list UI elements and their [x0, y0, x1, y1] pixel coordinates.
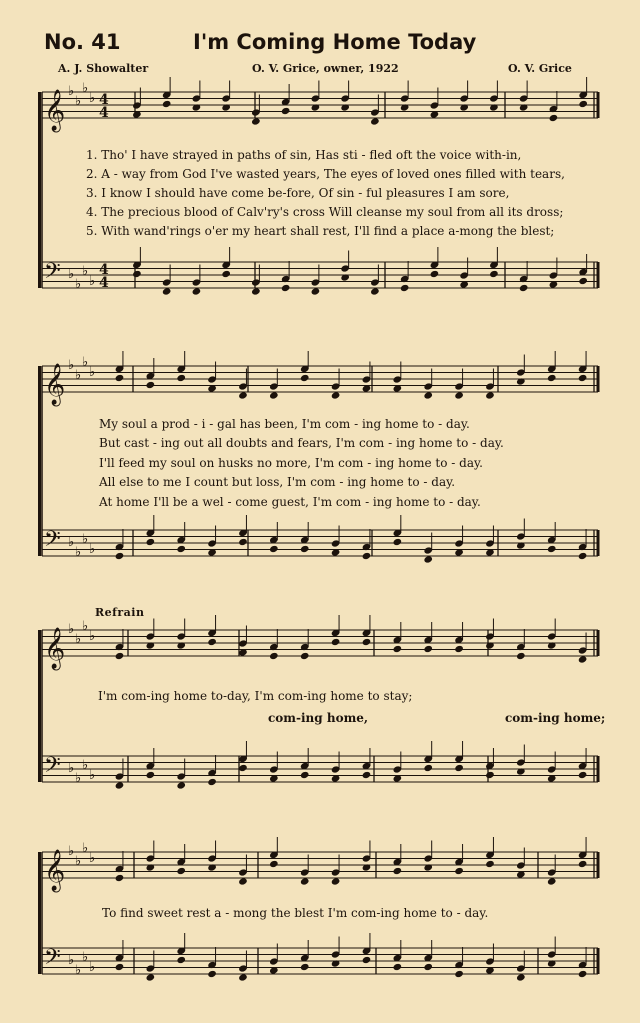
note-head: [146, 381, 156, 389]
flat-sign: ♭: [68, 844, 75, 859]
flat-sign: ♭: [68, 358, 75, 373]
note-head: [281, 284, 291, 292]
note-head: [115, 874, 125, 882]
note-head: [362, 956, 372, 964]
clef-bass: 𝄢: [44, 753, 61, 783]
note-head: [300, 652, 310, 660]
note-head: [454, 645, 464, 653]
note-head: [578, 860, 588, 868]
verse-line: 4. The precious blood of Calv'ry's cross Will cleanse my soul from all its dross;: [86, 205, 564, 219]
flat-sign: ♭: [82, 950, 89, 965]
note-head: [300, 963, 310, 971]
note-head: [400, 284, 410, 292]
note-head: [578, 374, 588, 382]
flat-sign: ♭: [75, 277, 82, 292]
flat-sign: ♭: [89, 960, 96, 975]
system-bracket: [38, 630, 41, 782]
note-head: [162, 100, 172, 108]
note-head: [221, 270, 231, 278]
note-head: [269, 652, 279, 660]
note-head: [207, 778, 217, 786]
verse-ending-line: I'll feed my soul on husks no more, I'm com - ing home to - day.: [99, 455, 483, 470]
note-head: [423, 645, 433, 653]
note-head: [207, 638, 217, 646]
note-head: [454, 867, 464, 875]
note-head: [176, 545, 186, 553]
flat-sign: ♭: [89, 91, 96, 106]
flat-sign: ♭: [89, 365, 96, 380]
note-head: [549, 114, 559, 122]
flat-sign: ♭: [89, 542, 96, 557]
flat-sign: ♭: [82, 532, 89, 547]
verse-ending-line: But cast - ing out all doubts and fears, I'm com - ing home to - day.: [99, 436, 504, 451]
note-head: [423, 391, 433, 399]
flat-sign: ♭: [89, 629, 96, 644]
flat-sign: ♭: [82, 841, 89, 856]
note-head: [269, 860, 279, 868]
clef-bass: 𝄢: [44, 945, 61, 975]
verse-lyrics: [86, 146, 606, 241]
note-head: [238, 538, 248, 546]
verse-line: 2. A - way from God I've wasted years, The eyes of loved ones filled with tears,: [86, 167, 565, 181]
note-head: [162, 287, 172, 295]
note-head: [578, 552, 588, 560]
time-signature: 4: [99, 275, 109, 291]
clef-bass: 𝄢: [44, 527, 61, 557]
note-head: [516, 973, 526, 981]
flat-sign: ♭: [75, 94, 82, 109]
note-head: [454, 970, 464, 978]
note-head: [115, 652, 125, 660]
note-head: [115, 374, 125, 382]
flat-sign: ♭: [89, 851, 96, 866]
flat-sign: ♭: [75, 771, 82, 786]
note-head: [176, 867, 186, 875]
note-head: [578, 277, 588, 285]
note-head: [485, 860, 495, 868]
note-head: [238, 973, 248, 981]
note-head: [454, 764, 464, 772]
note-head: [238, 391, 248, 399]
flat-sign: ♭: [75, 854, 82, 869]
note-head: [423, 555, 433, 563]
author-credit: O. V. Grice: [508, 62, 572, 75]
clef-bass: 𝄢: [44, 259, 61, 289]
flat-sign: ♭: [82, 758, 89, 773]
note-head: [393, 867, 403, 875]
note-head: [132, 270, 142, 278]
note-head: [423, 963, 433, 971]
flat-sign: ♭: [68, 535, 75, 550]
note-head: [370, 117, 380, 125]
flat-sign: ♭: [82, 264, 89, 279]
note-head: [115, 552, 125, 560]
note-head: [269, 545, 279, 553]
note-head: [269, 391, 279, 399]
refrain-lyric-line-1: I'm com-ing home to-day, I'm com-ing home to stay;: [98, 689, 413, 703]
verse-ending-lyrics: [99, 415, 599, 512]
note-head: [393, 538, 403, 546]
note-head: [207, 970, 217, 978]
note-head: [485, 771, 495, 779]
note-head: [547, 545, 557, 553]
note-head: [362, 638, 372, 646]
flat-sign: ♭: [89, 274, 96, 289]
composer-credit: A. J. Showalter: [58, 62, 149, 75]
verse-ending-line: All else to me I count but loss, I'm com - ing home to - day.: [99, 475, 456, 490]
note-head: [516, 652, 526, 660]
flat-sign: ♭: [75, 368, 82, 383]
flat-sign: ♭: [68, 622, 75, 637]
flat-sign: ♭: [68, 953, 75, 968]
note-head: [578, 970, 588, 978]
verse-line: 1. Tho' I have strayed in paths of sin, Has sti - fled oft the voice with-in,: [86, 148, 522, 162]
flat-sign: ♭: [68, 267, 75, 282]
clef-treble: 𝄞: [44, 90, 66, 131]
system-bracket: [38, 366, 41, 556]
clef-treble: 𝄞: [44, 850, 66, 891]
verse-ending-line: My soul a prod - i - gal has been, I'm com - ing home to - day.: [99, 417, 470, 431]
note-head: [146, 973, 156, 981]
note-head: [489, 270, 499, 278]
note-head: [300, 374, 310, 382]
note-head: [578, 655, 588, 663]
flat-sign: ♭: [75, 632, 82, 647]
note-head: [300, 545, 310, 553]
note-head: [578, 100, 588, 108]
note-head: [238, 877, 248, 885]
flat-sign: ♭: [75, 545, 82, 560]
note-head: [362, 552, 372, 560]
flat-sign: ♭: [75, 963, 82, 978]
hymn-title: I'm Coming Home Today: [193, 30, 477, 54]
note-head: [578, 771, 588, 779]
note-head: [311, 287, 321, 295]
note-head: [331, 638, 341, 646]
note-head: [547, 877, 557, 885]
note-head: [547, 374, 557, 382]
refrain-lyric-line-2: To find sweet rest a - mong the blest I'm com-ing home to - day.: [102, 906, 489, 920]
verse-line: 5. With wand'rings o'er my heart shall rest, I'll find a place a-mong the blest;: [86, 224, 555, 238]
flat-sign: ♭: [68, 761, 75, 776]
time-signature: 4: [99, 105, 109, 121]
note-head: [362, 771, 372, 779]
note-head: [300, 877, 310, 885]
copyright-credit: O. V. Grice, owner, 1922: [252, 62, 399, 75]
note-head: [251, 117, 261, 125]
note-head: [176, 374, 186, 382]
note-head: [192, 287, 202, 295]
note-head: [300, 771, 310, 779]
flat-sign: ♭: [89, 768, 96, 783]
note-head: [485, 391, 495, 399]
note-head: [393, 963, 403, 971]
verse-ending-line: At home I'll be a wel - come guest, I'm com - ing home to - day.: [99, 494, 481, 509]
note-head: [176, 781, 186, 789]
time-signature: 4: [99, 262, 109, 278]
refrain-echo-1: com-ing home,: [268, 711, 369, 725]
verse-line: 3. I know I should have come be-fore, Of sin - ful pleasures I am sore,: [86, 186, 510, 200]
note-head: [115, 963, 125, 971]
note-head: [423, 764, 433, 772]
clef-treble: 𝄞: [44, 628, 66, 669]
refrain-echo-2: com-ing home;: [505, 711, 606, 725]
note-head: [393, 645, 403, 653]
flat-sign: ♭: [82, 619, 89, 634]
note-head: [370, 287, 380, 295]
clef-treble: 𝄞: [44, 364, 66, 405]
note-head: [146, 538, 156, 546]
note-head: [430, 270, 440, 278]
note-head: [281, 107, 291, 115]
note-head: [454, 391, 464, 399]
flat-sign: ♭: [82, 81, 89, 96]
time-signature: 4: [99, 92, 109, 108]
note-head: [331, 877, 341, 885]
note-head: [115, 781, 125, 789]
note-head: [331, 391, 341, 399]
note-head: [519, 284, 529, 292]
system-bracket: [38, 92, 41, 288]
note-head: [251, 287, 261, 295]
note-head: [146, 771, 156, 779]
flat-sign: ♭: [68, 84, 75, 99]
system-bracket: [38, 852, 41, 974]
refrain-label: Refrain: [95, 606, 145, 619]
hymn-number: No. 41: [44, 30, 121, 54]
flat-sign: ♭: [82, 355, 89, 370]
note-head: [176, 956, 186, 964]
